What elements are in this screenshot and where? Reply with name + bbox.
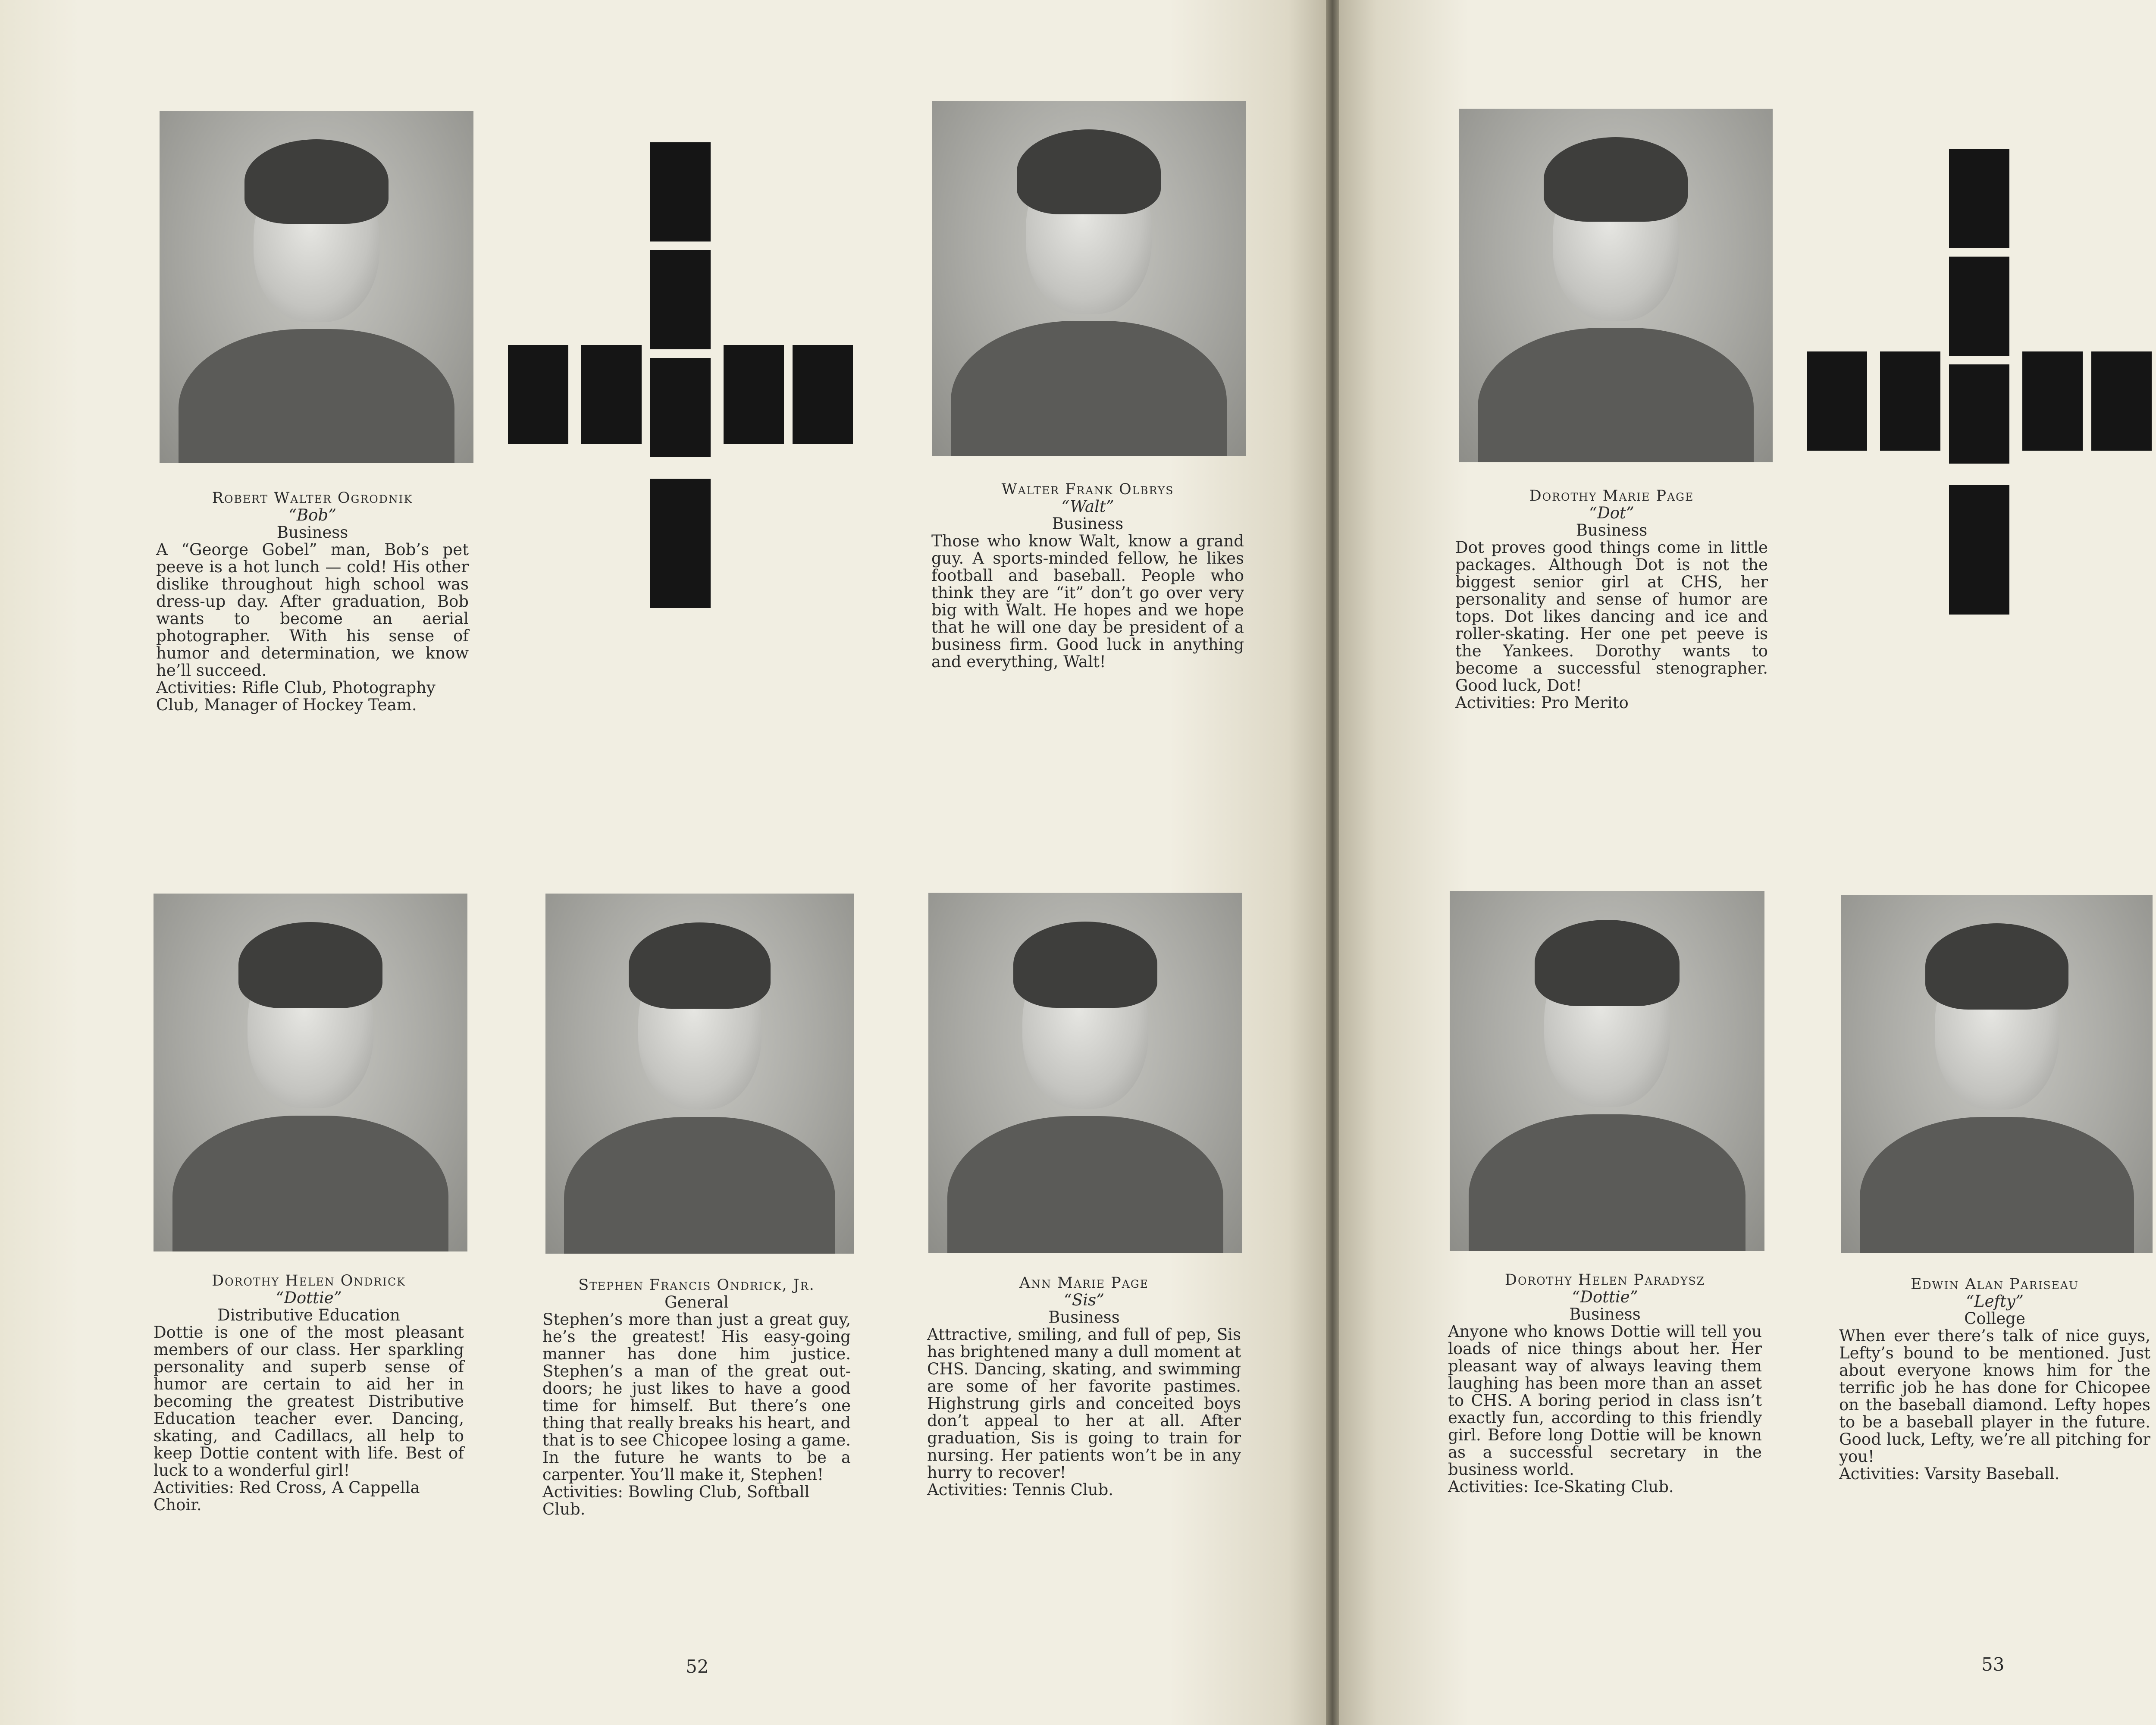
student-description: Dottie is one of the most pleasant members of our class. Her sparkling personality and superb sense of humor are certain to aid her in becoming the greatest Distributive Education teacher ever. Dancing, skating, and Cadillacs, all help to keep Dottie content with life. Best of luck to a wonderful girl! xyxy=(154,1323,464,1480)
student-activities: Activities: Pro Merito xyxy=(1455,693,1629,712)
student-description: When ever there’s talk of nice guys, Lefty’s bound to be mentioned. Just about everyone knows him for the terrific job he has done for Chicopee on the baseball diamond. Lefty hopes to be a baseball player in the future. Good luck, Lefty, we’re all pitching for you! xyxy=(1839,1327,2150,1466)
student-photo xyxy=(545,894,854,1254)
year-emblem-1956 xyxy=(508,142,896,608)
student-activities: Activities: Ice-Skating Club. xyxy=(1448,1477,1674,1496)
student-name: Edwin Alan Pariseau xyxy=(1911,1276,2079,1293)
student-bio xyxy=(156,489,469,714)
student-description: Anyone who knows Dottie will tell you loads of nice things about her. Her pleasant way of always leaving them laughing has been more than an asset to CHS. A boring period in class isn’t exactly fun, according to this friendly girl. Before long Dottie will be known as a successful secretary in the business world. xyxy=(1448,1322,1762,1479)
student-course: General xyxy=(664,1293,729,1311)
student-photo xyxy=(160,111,473,463)
student-description: A “George Gobel” man, Bob’s pet peeve is a hot lunch — cold! His other dislike throughout high school was dress-up day. After graduation, Bob wants to become an aerial photographer. With his sense of humor and determination, we know he’ll succeed. xyxy=(156,540,469,680)
student-photo xyxy=(154,894,467,1251)
book-gutter xyxy=(1326,0,1339,1725)
student-course: Business xyxy=(1576,521,1648,539)
student-description: Attractive, smiling, and full of pep, Sis has brightened many a dull moment at CHS. Dancing, skating, and swimming are some of her favorite pastimes. Highstrung girls and conceited boys don’t appeal to her at all. After graduation, Sis is going to train for nursing. Her patients won’t be in any hurry to recover! xyxy=(927,1325,1241,1482)
student-photo xyxy=(1459,109,1773,462)
student-description: Those who know Walt, know a grand guy. A sports-minded fellow, he likes football and baseball. People who think they are “it” don’t go over very big with Walt. He hopes and we hope that he will one day be president of a business firm. Good luck in anything and everything, Walt! xyxy=(931,532,1244,671)
student-name: Dorothy Marie Page xyxy=(1529,487,1694,505)
year-emblem-1956 xyxy=(1807,149,2156,615)
student-name: Ann Marie Page xyxy=(1019,1274,1149,1292)
student-activities: Activities: Bowling Club, Softball Club. xyxy=(542,1483,810,1518)
student-bio xyxy=(154,1272,464,1514)
student-bio xyxy=(927,1274,1241,1499)
student-nickname: “Bob” xyxy=(288,506,336,524)
student-description: Stephen’s more than just a great guy, he’s the greatest! His easy-going manner has done him justice. Stephen’s a man of the great out-doors; he just likes to have a good time for himself. But there’s one thing that really breaks his heart, and that is to see Chicopee losing a game. In the future he wants to be a carpenter. You’ll make it, Stephen! xyxy=(542,1310,851,1484)
student-name: Stephen Francis Ondrick, Jr. xyxy=(578,1276,815,1294)
student-nickname: “Dottie” xyxy=(1572,1288,1638,1306)
student-photo xyxy=(932,101,1246,456)
student-name: Dorothy Helen Ondrick xyxy=(212,1272,406,1289)
student-photo xyxy=(1450,891,1764,1251)
student-bio xyxy=(1839,1276,2150,1483)
student-course: Business xyxy=(276,523,348,542)
student-activities: Activities: Rifle Club, Photography Club, Manager of Hockey Team. xyxy=(156,678,436,714)
student-course: Distributive Education xyxy=(217,1306,400,1324)
student-photo xyxy=(1841,895,2153,1253)
student-bio xyxy=(542,1276,851,1518)
student-description: Dot proves good things come in little packages. Although Dot is not the biggest senior girl at CHS, her personality and sense of humor are tops. Dot likes dancing and ice and roller-skating. Her one pet peeve is the Yankees. Dorothy wants to become a successful stenographer. Good luck, Dot! xyxy=(1455,538,1768,695)
student-name: Dorothy Helen Paradysz xyxy=(1504,1271,1705,1289)
student-name: Walter Frank Olbrys xyxy=(1001,481,1174,498)
student-name: Robert Walter Ogrodnik xyxy=(212,489,413,507)
student-course: Business xyxy=(1052,514,1124,533)
page-number: 53 xyxy=(1981,1654,2005,1675)
page-number: 52 xyxy=(686,1656,709,1677)
student-nickname: “Lefty” xyxy=(1966,1292,2024,1311)
student-course: College xyxy=(1964,1309,2025,1328)
student-photo xyxy=(928,893,1242,1253)
student-nickname: “Dottie” xyxy=(276,1289,342,1307)
student-course: Business xyxy=(1569,1305,1641,1324)
student-nickname: “Sis” xyxy=(1064,1291,1104,1309)
student-course: Business xyxy=(1048,1308,1120,1327)
student-bio xyxy=(1448,1271,1762,1496)
student-activities: Activities: Varsity Baseball. xyxy=(1839,1465,2060,1483)
student-activities: Activities: Red Cross, A Cappella Choir. xyxy=(154,1478,420,1514)
student-activities: Activities: Tennis Club. xyxy=(927,1480,1114,1499)
student-bio xyxy=(931,481,1244,671)
student-nickname: “Walt” xyxy=(1061,497,1114,516)
student-bio xyxy=(1455,487,1768,712)
student-nickname: “Dot” xyxy=(1589,504,1634,522)
